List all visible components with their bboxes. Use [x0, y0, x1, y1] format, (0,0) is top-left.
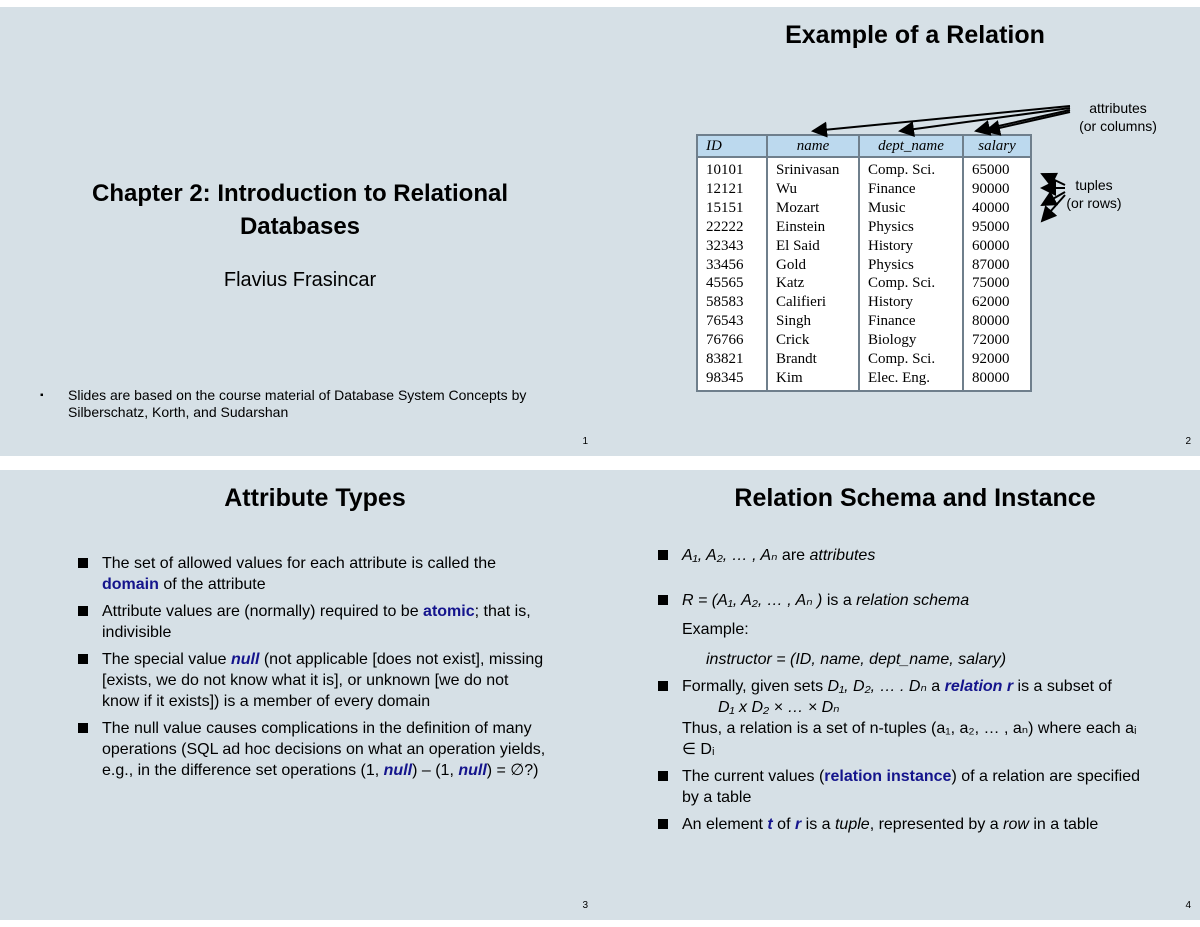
table-cell: 80000	[963, 369, 1031, 391]
table-cell: 72000	[963, 331, 1031, 350]
tuple-definition: Thus, a relation is a set of n-tuples (a₁, a₂, … , aₙ) where each aᵢ ∈ Dᵢ	[682, 720, 1137, 758]
table-cell: Finance	[859, 180, 963, 199]
page-number: 2	[1185, 436, 1191, 447]
page-number: 1	[582, 436, 588, 447]
example-schema: instructor = (ID, name, dept_name, salary)	[706, 651, 1007, 668]
table-cell: Mozart	[767, 199, 859, 218]
table-cell: Physics	[859, 218, 963, 237]
bullet-list	[658, 545, 1148, 841]
keyword-relation-instance: relation instance	[824, 768, 952, 785]
table-cell: Elec. Eng.	[859, 369, 963, 391]
square-bullet-icon	[658, 771, 668, 781]
bullet-item	[78, 718, 548, 781]
table-cell: 45565	[697, 274, 767, 293]
text: Attribute values are (normally) required to be	[102, 603, 424, 620]
table-cell: 83821	[697, 350, 767, 369]
text-row: row	[1003, 816, 1029, 833]
text: ) – (1,	[412, 762, 459, 779]
slide-1	[0, 7, 600, 456]
bullet-item	[658, 676, 1148, 760]
table-cell: Brandt	[767, 350, 859, 369]
bullet-item	[658, 545, 1148, 566]
table-cell: 98345	[697, 369, 767, 391]
text: The set of allowed values for each attribute is called the	[102, 555, 496, 572]
text: ; that is, indivisible	[102, 603, 531, 641]
table-cell: 32343	[697, 237, 767, 256]
table-cell: Biology	[859, 331, 963, 350]
source-footnote	[40, 387, 566, 421]
square-bullet-icon	[658, 819, 668, 829]
slide-3	[0, 470, 600, 920]
table-cell: 95000	[963, 218, 1031, 237]
square-bullet-icon	[658, 550, 668, 560]
table-cell: 10101	[697, 157, 767, 180]
table-cell: Srinivasan	[767, 157, 859, 180]
page-number: 3	[582, 900, 588, 911]
keyword-domain: domain	[102, 576, 159, 593]
table-cell: 33456	[697, 256, 767, 275]
table-cell: 92000	[963, 350, 1031, 369]
text: Formally, given sets	[682, 678, 828, 695]
table-cell: 12121	[697, 180, 767, 199]
keyword-null: null	[458, 762, 487, 779]
keyword-atomic: atomic	[423, 603, 475, 620]
column-header-dept-name: dept_name	[859, 135, 963, 157]
slide-title: Attribute Types	[224, 484, 406, 512]
text: is a subset of	[1013, 678, 1112, 695]
bullet-item	[78, 649, 548, 712]
text-tuple: tuple	[834, 816, 870, 833]
text: in a table	[1028, 816, 1099, 833]
square-bullet-icon	[658, 681, 668, 691]
bullet-list	[78, 553, 548, 787]
slide-4	[600, 470, 1200, 920]
table-cell: Music	[859, 199, 963, 218]
text: is a	[822, 592, 857, 609]
schema-definition: R = (A₁, A₂, … , Aₙ )	[682, 592, 823, 609]
annotation-attributes-line1: attributes	[1089, 100, 1147, 116]
domain-sets: D₁, D₂, … . Dₙ	[827, 678, 927, 695]
table-cell: Einstein	[767, 218, 859, 237]
table-cell: Kim	[767, 369, 859, 391]
square-bullet-icon	[658, 595, 668, 605]
text: An element	[682, 816, 768, 833]
annotation-arrows	[600, 7, 1200, 456]
table-cell: History	[859, 237, 963, 256]
slide-title: Relation Schema and Instance	[734, 484, 1096, 512]
footnote-bullet: ▪	[40, 390, 44, 401]
table-cell: History	[859, 293, 963, 312]
table-cell: 15151	[697, 199, 767, 218]
table-cell: 75000	[963, 274, 1031, 293]
footnote-text: Slides are based on the course material of Database System Concepts by Silberschatz, Korth, and Sudarshan	[68, 387, 527, 420]
chapter-title: Chapter 2: Introduction to Relational Databases	[91, 180, 508, 240]
annotation-tuples	[1058, 176, 1130, 212]
table-cell: 40000	[963, 199, 1031, 218]
table-cell: 76543	[697, 312, 767, 331]
text: The current values (	[682, 768, 825, 785]
text: The special value	[102, 651, 231, 668]
keyword-r: r	[794, 816, 802, 833]
bullet-item	[78, 553, 548, 595]
text: are	[777, 547, 810, 564]
text: , represented by a	[869, 816, 1004, 833]
author-name: Flavius Frasincar	[223, 269, 377, 291]
table-cell: Comp. Sci.	[859, 350, 963, 369]
square-bullet-icon	[78, 606, 88, 616]
slide-title: Example of a Relation	[785, 21, 1045, 49]
table-cell: Crick	[767, 331, 859, 350]
table-cell: 90000	[963, 180, 1031, 199]
text: The null value causes complications in the definition of many operations (SQL ad hoc decisions on what an operation yields, e.g., in the difference set operations (1,	[102, 720, 546, 779]
text-attributes: attributes	[809, 547, 876, 564]
table-cell: 58583	[697, 293, 767, 312]
square-bullet-icon	[78, 723, 88, 733]
table-cell: Comp. Sci.	[859, 274, 963, 293]
table-cell: 87000	[963, 256, 1031, 275]
table-cell: 60000	[963, 237, 1031, 256]
text: is a	[801, 816, 835, 833]
table-cell: 65000	[963, 157, 1031, 180]
text: a	[926, 678, 945, 695]
annotation-tuples-line2: (or rows)	[1066, 195, 1122, 211]
attribute-list: A₁, A₂, … , Aₙ	[682, 547, 778, 564]
keyword-null: null	[230, 651, 260, 668]
table-cell: 22222	[697, 218, 767, 237]
table-cell: Comp. Sci.	[859, 157, 963, 180]
table-cell: 76766	[697, 331, 767, 350]
table-cell: 80000	[963, 312, 1031, 331]
square-bullet-icon	[78, 654, 88, 664]
page-number: 4	[1185, 900, 1191, 911]
table-cell: Finance	[859, 312, 963, 331]
table-cell: 62000	[963, 293, 1031, 312]
bullet-item	[658, 814, 1148, 835]
table-cell: Califieri	[767, 293, 859, 312]
annotation-tuples-line1: tuples	[1075, 177, 1113, 193]
table-cell: Katz	[767, 274, 859, 293]
square-bullet-icon	[78, 558, 88, 568]
bullet-item	[658, 766, 1148, 808]
cartesian-product	[682, 697, 1148, 718]
table-cell: El Said	[767, 237, 859, 256]
keyword-t: t	[767, 816, 773, 833]
text: of the attribute	[158, 576, 266, 593]
column-header-name: name	[767, 135, 859, 157]
example-label: Example:	[682, 621, 749, 638]
bullet-item	[78, 601, 548, 643]
text: of	[772, 816, 795, 833]
text: ) of a relation are specified by a table	[682, 768, 1140, 806]
annotation-attributes-line2: (or columns)	[1079, 118, 1157, 134]
table-cell: Singh	[767, 312, 859, 331]
table-cell: Wu	[767, 180, 859, 199]
table-cell: Physics	[859, 256, 963, 275]
bullet-item	[658, 590, 1148, 670]
keyword-relation-r: relation r	[944, 678, 1014, 695]
text: (not applicable [does not exist], missing [exists, we do not know what it is], or unknown [we do not know if it exists]) is a member of every domain	[102, 651, 544, 710]
text: ) = ∅?)	[486, 762, 539, 779]
slide-2	[600, 7, 1200, 456]
keyword-null: null	[383, 762, 413, 779]
column-header-salary: salary	[963, 135, 1031, 157]
annotation-attributes	[1058, 99, 1178, 135]
column-header-id: ID	[697, 135, 767, 157]
table-cell: Gold	[767, 256, 859, 275]
product-formula: D₁ x D₂ × … × Dₙ	[718, 699, 840, 716]
text-relation-schema: relation schema	[856, 592, 970, 609]
